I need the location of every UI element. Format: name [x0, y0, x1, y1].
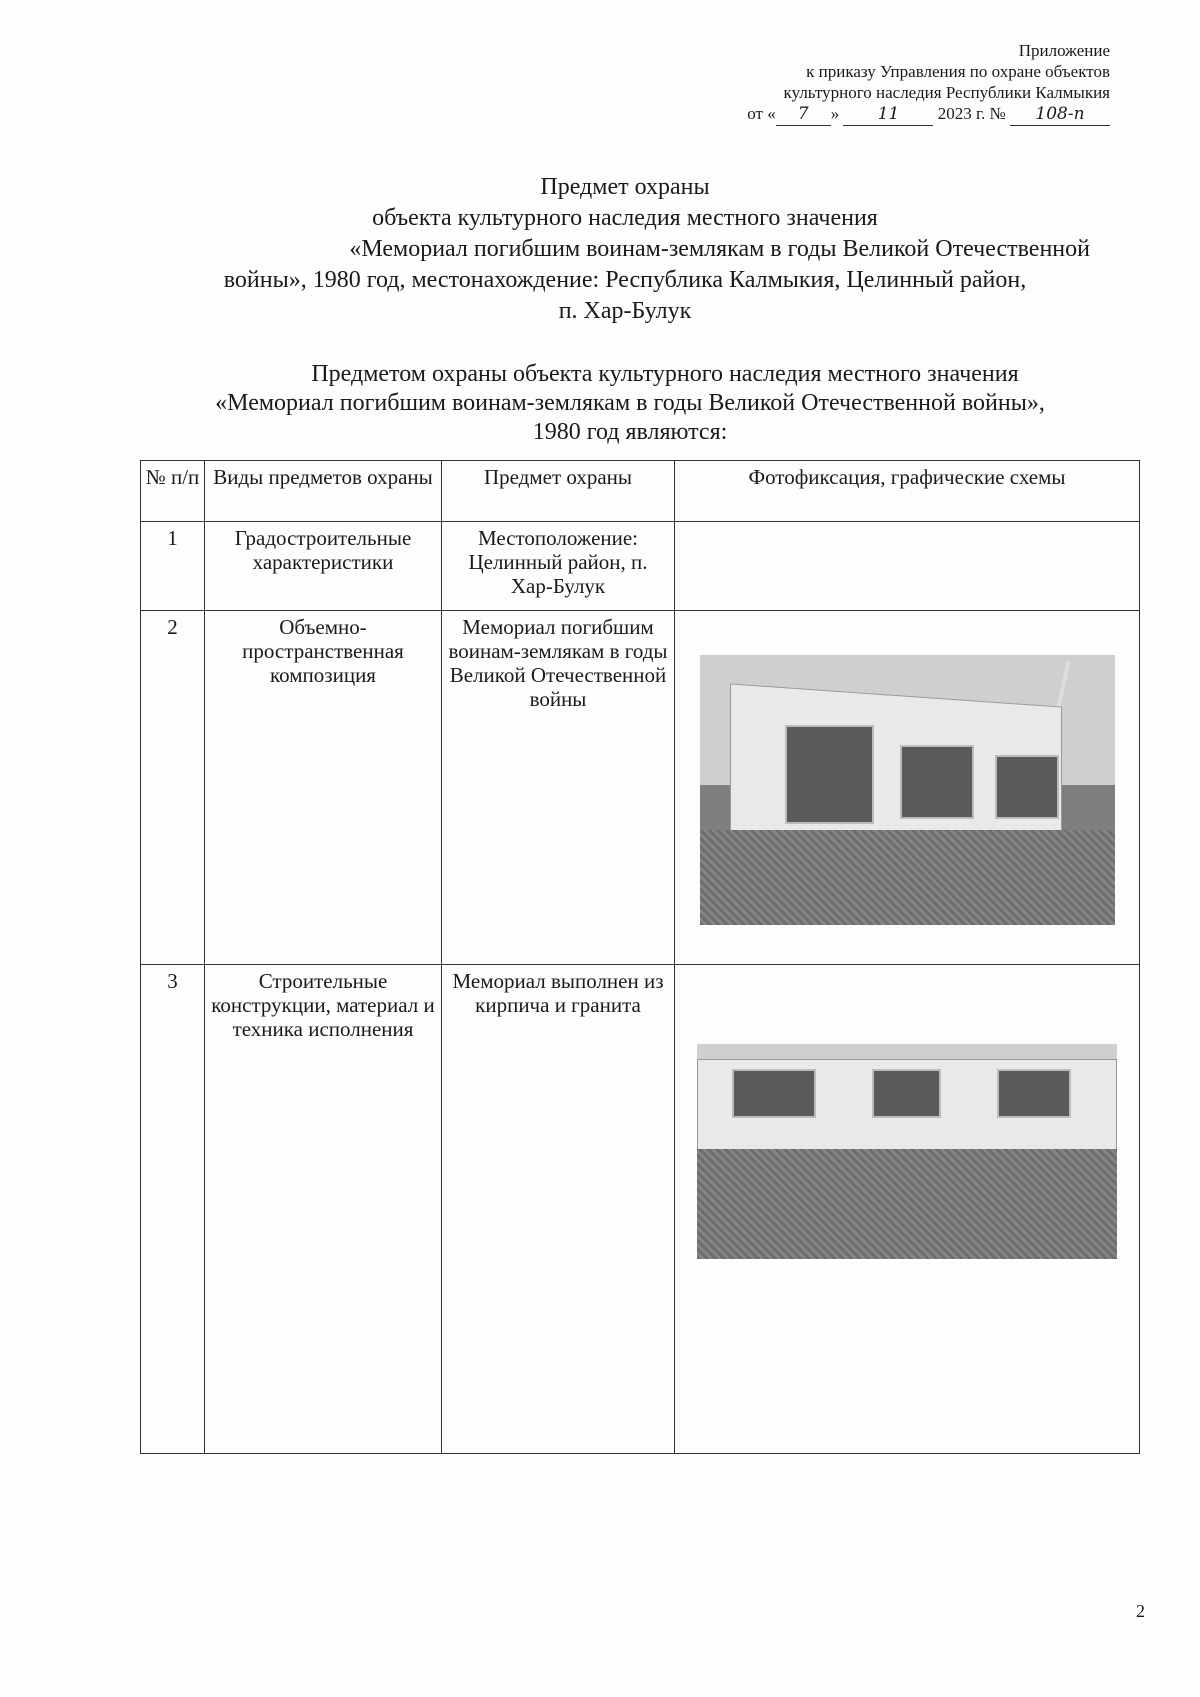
row-photo: [675, 965, 1140, 1454]
date-prefix: от «: [747, 104, 776, 123]
header-photo: Фотофиксация, графические схемы: [675, 461, 1140, 522]
row-kind: Градостроительные характеристики: [205, 522, 442, 611]
header-subject: Предмет охраны: [442, 461, 675, 522]
protection-subjects-table: [140, 460, 1140, 1454]
row-photo: [675, 611, 1140, 965]
table-row: [141, 522, 1140, 611]
date-year: 2023 г. №: [937, 104, 1006, 123]
title-line-4: войны», 1980 год, местонахождение: Республика Калмыкия, Целинный район,: [223, 267, 1027, 293]
title-line-5: п. Хар-Булук: [558, 298, 692, 324]
title-line-1: Предмет охраны: [540, 174, 710, 200]
intro-line-3: 1980 год являются:: [532, 419, 728, 445]
page-number: 2: [1136, 1601, 1145, 1621]
memorial-photo-angled: [700, 655, 1115, 925]
order-number: 108-п: [1010, 104, 1110, 126]
appendix-line-2: к приказу Управления по охране объектов: [806, 62, 1110, 81]
row-num: 2: [141, 611, 205, 965]
appendix-date-line: [550, 103, 1110, 126]
table-header-row: [141, 461, 1140, 522]
row-subject: Мемориал выполнен из кирпича и гранита: [442, 965, 675, 1454]
row-kind: Строительные конструкции, материал и техника исполнения: [205, 965, 442, 1454]
intro-line-1: Предметом охраны объекта культурного наследия местного значения: [311, 361, 1019, 387]
row-kind: Объемно-пространственная композиция: [205, 611, 442, 965]
intro-paragraph: [135, 360, 1125, 447]
row-subject: Местоположение: Целинный район, п. Хар-Булук: [442, 522, 675, 611]
title-line-3: «Мемориал погибшим воинам-землякам в годы Великой Отечественной: [349, 236, 1090, 262]
row-photo-empty: [675, 522, 1140, 611]
table-row: [141, 965, 1140, 1454]
date-mid: »: [830, 104, 840, 123]
row-num: 3: [141, 965, 205, 1454]
row-subject: Мемориал погибшим воинам-землякам в годы Великой Отечественной войны: [442, 611, 675, 965]
appendix-header: [550, 40, 1110, 126]
header-num: № п/п: [141, 461, 205, 522]
date-day: 7: [776, 104, 831, 126]
memorial-photo-front: [697, 1044, 1117, 1259]
intro-line-2: «Мемориал погибшим воинам-землякам в годы Великой Отечественной войны»,: [215, 390, 1045, 416]
header-kind: Виды предметов охраны: [205, 461, 442, 522]
date-month: 11: [843, 104, 933, 126]
document-title: [140, 172, 1110, 327]
row-num: 1: [141, 522, 205, 611]
title-line-2: объекта культурного наследия местного значения: [372, 205, 878, 231]
appendix-line-3: культурного наследия Республики Калмыкия: [783, 83, 1110, 102]
appendix-line-1: Приложение: [1018, 41, 1110, 60]
table-row: [141, 611, 1140, 965]
